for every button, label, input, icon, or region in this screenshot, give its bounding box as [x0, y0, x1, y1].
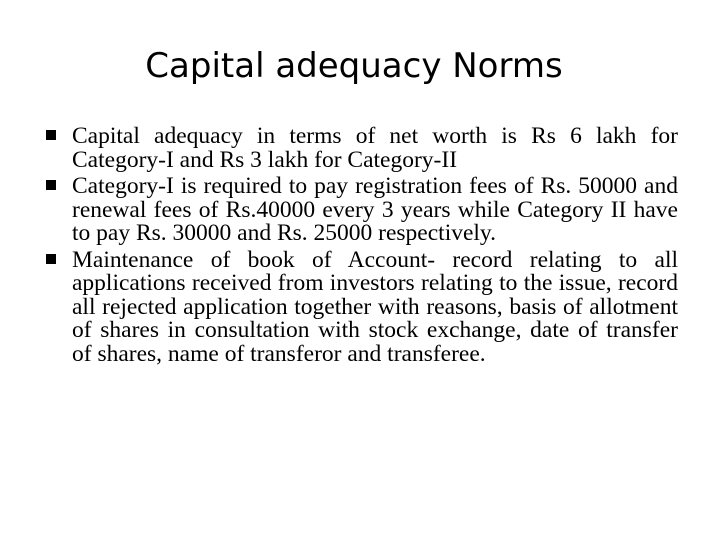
list-item — [46, 125, 678, 172]
list-item — [46, 175, 678, 246]
slide-title: Capital adequacy Norms — [145, 46, 563, 86]
bullet-list — [46, 125, 678, 366]
square-bullet-icon — [46, 180, 56, 190]
list-item — [46, 246, 678, 367]
bullet-text: Category-I is required to pay registration fees of Rs. 50000 and renewal fees of Rs.40000 every 3 years while Category II have to pay Rs. 30000 and Rs. 25000 respectively. — [72, 173, 678, 246]
square-bullet-icon — [46, 254, 56, 264]
bullet-text: Capital adequacy in terms of net worth is Rs 6 lakh for Category-I and Rs 3 lakh for Category-II — [72, 123, 678, 173]
bullet-text: Maintenance of book of Account- record relating to all applications received from investors relating to the issue, record all rejected application together with reasons, basis of allotment of shares in consultation with stock exchange, date of transfer of shares, name of transferor and transferee. — [72, 246, 678, 367]
square-bullet-icon — [46, 130, 56, 140]
